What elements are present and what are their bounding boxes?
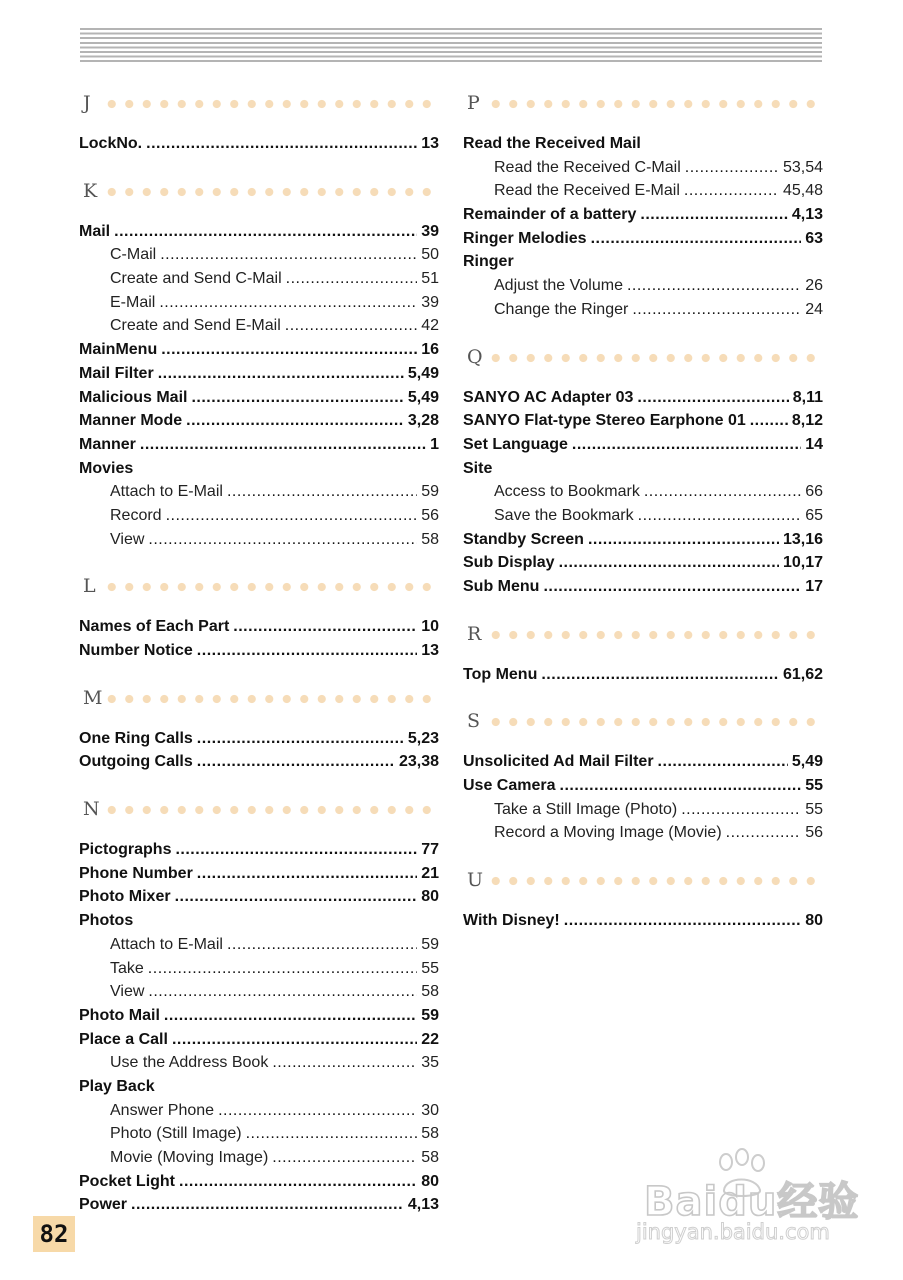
entry-page-ref: 59 bbox=[421, 483, 439, 501]
section-letter: K bbox=[83, 179, 98, 202]
section-letter: P bbox=[467, 92, 480, 114]
dot-leader bbox=[227, 933, 417, 957]
section-dot-divider bbox=[103, 99, 439, 109]
entry-page-ref: 5,49 bbox=[407, 388, 439, 406]
index-entry bbox=[79, 1170, 439, 1194]
entry-term: Movies bbox=[79, 459, 134, 477]
watermark bbox=[636, 1148, 866, 1258]
entry-term: Standby Screen bbox=[463, 530, 584, 548]
dot-leader bbox=[627, 274, 801, 298]
dot-leader bbox=[591, 227, 802, 251]
entry-term: Take bbox=[110, 959, 144, 977]
dot-leader bbox=[559, 551, 779, 575]
entry-page-ref: 5,49 bbox=[791, 753, 823, 771]
entry-term: Read the Received C-Mail bbox=[494, 158, 681, 176]
dot-leader bbox=[272, 1146, 417, 1170]
section-letter: S bbox=[467, 710, 481, 733]
index-entry bbox=[79, 909, 439, 933]
section-header bbox=[79, 573, 439, 599]
entry-page-ref: 63 bbox=[805, 229, 823, 247]
watermark-brand: Baidu经验 bbox=[644, 1179, 860, 1225]
entry-page-ref: 58 bbox=[421, 1149, 439, 1166]
entry-term: Adjust the Volume bbox=[494, 277, 623, 295]
index-subentry bbox=[463, 298, 823, 322]
dot-leader bbox=[172, 1028, 417, 1052]
dot-leader bbox=[541, 663, 779, 687]
index-subentry bbox=[463, 274, 823, 298]
index-subentry bbox=[79, 480, 439, 504]
entry-term: Manner bbox=[79, 435, 136, 453]
section-letter: M bbox=[83, 686, 103, 709]
dot-leader bbox=[588, 528, 779, 552]
index-section-s bbox=[463, 686, 823, 845]
index-entry bbox=[463, 551, 823, 575]
dot-leader bbox=[175, 885, 418, 909]
dot-leader bbox=[159, 291, 417, 315]
entry-page-ref: 30 bbox=[421, 1101, 439, 1119]
entry-page-ref: 56 bbox=[805, 824, 823, 842]
entry-term: LockNo. bbox=[79, 135, 143, 152]
entry-page-ref: 35 bbox=[421, 1054, 439, 1072]
section-header bbox=[463, 344, 823, 370]
entry-page-ref: 56 bbox=[421, 506, 439, 524]
dot-leader bbox=[197, 750, 395, 774]
section-header bbox=[463, 708, 823, 734]
entry-page-ref: 58 bbox=[421, 983, 439, 1001]
index-entry bbox=[79, 750, 439, 774]
section-dot-divider bbox=[487, 99, 823, 109]
dot-leader bbox=[218, 1099, 417, 1123]
entry-term: Record bbox=[110, 506, 162, 524]
index-entry bbox=[79, 727, 439, 751]
entry-term: SANYO Flat-type Stereo Earphone 01 bbox=[463, 412, 746, 430]
entry-term: Change the Ringer bbox=[494, 300, 629, 318]
entry-term: Take a Still Image (Photo) bbox=[494, 800, 678, 818]
index-entry bbox=[79, 457, 439, 481]
entry-term: Set Language bbox=[463, 435, 568, 453]
dot-leader bbox=[148, 957, 417, 981]
entry-term: Attach to E-Mail bbox=[110, 483, 223, 501]
dot-leader bbox=[246, 1122, 418, 1146]
index-entry bbox=[463, 132, 823, 156]
entry-term: MainMenu bbox=[79, 341, 158, 359]
entry-term: Sub Menu bbox=[463, 578, 540, 595]
index-entry bbox=[79, 615, 439, 639]
index-subentry bbox=[79, 291, 439, 315]
section-header bbox=[463, 867, 823, 893]
index-column-left bbox=[79, 84, 439, 1217]
entry-term: View bbox=[110, 530, 145, 548]
entry-term: Manner Mode bbox=[79, 412, 183, 430]
index-entry bbox=[79, 1193, 439, 1217]
entry-page-ref: 80 bbox=[421, 888, 439, 906]
entry-term: Outgoing Calls bbox=[79, 753, 193, 771]
entry-page-ref: 65 bbox=[805, 506, 823, 524]
entry-term: Ringer bbox=[463, 253, 514, 271]
dot-leader bbox=[685, 156, 779, 180]
entry-term: Photo Mixer bbox=[79, 888, 171, 906]
section-letter: J bbox=[83, 92, 91, 114]
index-entry bbox=[463, 774, 823, 798]
entry-term: Create and Send C-Mail bbox=[110, 270, 282, 288]
entry-page-ref: 4,13 bbox=[407, 1196, 439, 1214]
index-subentry bbox=[79, 1122, 439, 1146]
index-entry bbox=[79, 220, 439, 244]
index-entry bbox=[463, 575, 823, 599]
entry-page-ref: 5,23 bbox=[407, 729, 439, 747]
entry-term: Phone Number bbox=[79, 864, 193, 882]
entry-term: Save the Bookmark bbox=[494, 506, 634, 524]
index-subentry bbox=[79, 528, 439, 552]
index-entry bbox=[79, 409, 439, 433]
dot-leader bbox=[726, 821, 802, 845]
dot-leader bbox=[179, 1170, 417, 1194]
entry-page-ref: 50 bbox=[421, 246, 439, 264]
entry-page-ref: 58 bbox=[421, 530, 439, 548]
entry-term: Read the Received E-Mail bbox=[494, 182, 680, 200]
entry-term: Site bbox=[463, 459, 493, 477]
dot-leader bbox=[160, 243, 417, 267]
section-dot-divider bbox=[487, 876, 823, 886]
entry-page-ref: 1 bbox=[430, 435, 439, 453]
entry-term: Access to Bookmark bbox=[494, 483, 640, 501]
entry-term: Unsolicited Ad Mail Filter bbox=[463, 753, 654, 771]
index-section-n bbox=[79, 774, 439, 1217]
index-subentry bbox=[79, 314, 439, 338]
entry-page-ref: 42 bbox=[421, 317, 439, 335]
entry-page-ref: 45,48 bbox=[782, 182, 823, 200]
index-entry bbox=[79, 338, 439, 362]
dot-leader bbox=[638, 504, 802, 528]
entry-page-ref: 61,62 bbox=[782, 665, 823, 683]
index-entry bbox=[463, 457, 823, 481]
entry-page-ref: 80 bbox=[421, 1172, 439, 1190]
entry-page-ref: 8,11 bbox=[792, 388, 823, 406]
section-dot-divider bbox=[487, 717, 823, 727]
dot-leader bbox=[272, 1051, 417, 1075]
index-section-u bbox=[463, 845, 823, 933]
entry-term: Number Notice bbox=[79, 642, 193, 659]
entry-term: Names of Each Part bbox=[79, 618, 230, 636]
index-section-k bbox=[79, 156, 439, 552]
dot-leader bbox=[543, 575, 801, 599]
entry-page-ref: 80 bbox=[805, 912, 823, 930]
dot-leader bbox=[572, 433, 801, 457]
entry-term: SANYO AC Adapter 03 bbox=[463, 388, 634, 406]
index-entry bbox=[79, 132, 439, 156]
entry-term: Read the Received Mail bbox=[463, 135, 641, 152]
entry-page-ref: 59 bbox=[421, 935, 439, 953]
dot-leader bbox=[175, 838, 417, 862]
entry-term: Photo Mail bbox=[79, 1006, 160, 1024]
index-entry bbox=[463, 250, 823, 274]
dot-leader bbox=[164, 1004, 417, 1028]
dot-leader bbox=[227, 480, 417, 504]
entry-term: Play Back bbox=[79, 1077, 155, 1095]
dot-leader bbox=[285, 314, 417, 338]
entry-page-ref: 13 bbox=[421, 135, 439, 152]
index-subentry bbox=[79, 1146, 439, 1170]
index-section-j bbox=[79, 90, 439, 156]
dot-leader bbox=[560, 774, 802, 798]
index-subentry bbox=[79, 933, 439, 957]
entry-page-ref: 24 bbox=[805, 300, 823, 318]
index-section-l bbox=[79, 551, 439, 662]
entry-term: Power bbox=[79, 1196, 128, 1214]
entry-page-ref: 39 bbox=[421, 293, 439, 311]
entry-page-ref: 21 bbox=[421, 864, 439, 882]
entry-term: Movie (Moving Image) bbox=[110, 1149, 269, 1166]
dot-leader bbox=[114, 220, 417, 244]
dot-leader bbox=[197, 639, 417, 663]
header-stripe-bar bbox=[80, 28, 822, 65]
entry-term: Top Menu bbox=[463, 665, 538, 683]
index-entry bbox=[463, 750, 823, 774]
entry-term: Photo (Still Image) bbox=[110, 1125, 242, 1143]
index-section-p bbox=[463, 90, 823, 322]
section-letter: R bbox=[467, 622, 482, 645]
entry-term: Create and Send E-Mail bbox=[110, 317, 281, 335]
dot-leader bbox=[644, 480, 801, 504]
dot-leader bbox=[140, 433, 426, 457]
index-subentry bbox=[463, 179, 823, 203]
entry-page-ref: 10 bbox=[421, 618, 439, 636]
index-subentry bbox=[79, 1099, 439, 1123]
entry-page-ref: 22 bbox=[421, 1030, 439, 1048]
entry-page-ref: 13 bbox=[421, 642, 439, 659]
index-column-right bbox=[463, 84, 823, 933]
entry-page-ref: 13,16 bbox=[782, 530, 823, 548]
index-entry bbox=[79, 862, 439, 886]
entry-term: Answer Phone bbox=[110, 1101, 215, 1119]
index-subentry bbox=[79, 1051, 439, 1075]
dot-leader bbox=[681, 798, 801, 822]
entry-term: Photos bbox=[79, 912, 134, 930]
section-header bbox=[79, 685, 439, 711]
index-subentry bbox=[463, 156, 823, 180]
dot-leader bbox=[161, 338, 417, 362]
entry-term: Malicious Mail bbox=[79, 388, 188, 406]
dot-leader bbox=[197, 862, 417, 886]
entry-term: Place a Call bbox=[79, 1030, 168, 1048]
entry-page-ref: 55 bbox=[805, 777, 823, 795]
index-subentry bbox=[79, 267, 439, 291]
dot-leader bbox=[158, 362, 404, 386]
index-entry bbox=[463, 528, 823, 552]
index-entry bbox=[79, 1075, 439, 1099]
dot-leader bbox=[131, 1193, 404, 1217]
entry-page-ref: 5,49 bbox=[407, 364, 439, 382]
index-subentry bbox=[463, 821, 823, 845]
entry-page-ref: 53,54 bbox=[782, 158, 823, 176]
entry-page-ref: 23,38 bbox=[398, 753, 439, 771]
entry-page-ref: 39 bbox=[421, 222, 439, 240]
section-dot-divider bbox=[487, 353, 823, 363]
dot-leader bbox=[197, 727, 404, 751]
section-header bbox=[463, 90, 823, 116]
section-header bbox=[79, 796, 439, 822]
entry-term: One Ring Calls bbox=[79, 729, 193, 747]
section-header bbox=[463, 621, 823, 647]
entry-page-ref: 55 bbox=[805, 800, 823, 818]
entry-page-ref: 4,13 bbox=[791, 206, 823, 224]
index-entry bbox=[463, 386, 823, 410]
entry-page-ref: 10,17 bbox=[782, 554, 823, 572]
entry-term: Record a Moving Image (Movie) bbox=[494, 824, 722, 842]
entry-term: E-Mail bbox=[110, 293, 156, 311]
entry-page-ref: 77 bbox=[421, 841, 439, 859]
dot-leader bbox=[148, 980, 417, 1004]
section-header bbox=[79, 178, 439, 204]
entry-term: Use Camera bbox=[463, 777, 556, 795]
index-entry bbox=[79, 639, 439, 663]
section-letter: N bbox=[83, 798, 100, 821]
dot-leader bbox=[564, 909, 801, 933]
entry-page-ref: 59 bbox=[421, 1006, 439, 1024]
index-section-m bbox=[79, 663, 439, 774]
entry-term: Pocket Light bbox=[79, 1172, 176, 1190]
entry-page-ref: 14 bbox=[805, 435, 823, 453]
entry-page-ref: 8,12 bbox=[791, 412, 823, 430]
entry-term: Mail Filter bbox=[79, 364, 154, 382]
dot-leader bbox=[186, 409, 404, 433]
dot-leader bbox=[640, 203, 787, 227]
index-entry bbox=[463, 909, 823, 933]
section-dot-divider bbox=[487, 630, 823, 640]
dot-leader bbox=[632, 298, 801, 322]
index-entry bbox=[79, 433, 439, 457]
index-entry bbox=[79, 1028, 439, 1052]
section-dot-divider bbox=[103, 187, 439, 197]
entry-page-ref: 16 bbox=[421, 341, 439, 359]
index-entry bbox=[79, 885, 439, 909]
index-entry bbox=[463, 409, 823, 433]
section-letter: L bbox=[83, 575, 96, 598]
index-entry bbox=[79, 362, 439, 386]
index-entry bbox=[463, 227, 823, 251]
index-subentry bbox=[463, 504, 823, 528]
entry-term: Sub Display bbox=[463, 554, 555, 572]
page-number: 82 bbox=[33, 1216, 75, 1252]
index-subentry bbox=[79, 980, 439, 1004]
index-subentry bbox=[463, 798, 823, 822]
index-subentry bbox=[463, 480, 823, 504]
section-dot-divider bbox=[103, 805, 439, 815]
dot-leader bbox=[684, 179, 779, 203]
section-letter: Q bbox=[467, 345, 483, 368]
index-entry bbox=[463, 663, 823, 687]
entry-term: With Disney! bbox=[463, 912, 560, 930]
dot-leader bbox=[191, 386, 403, 410]
index-entry bbox=[463, 203, 823, 227]
entry-page-ref: 3,28 bbox=[407, 412, 439, 430]
entry-page-ref: 17 bbox=[805, 578, 823, 595]
entry-term: Use the Address Book bbox=[110, 1054, 269, 1072]
entry-term: C-Mail bbox=[110, 246, 157, 264]
dot-leader bbox=[166, 504, 418, 528]
dot-leader bbox=[750, 409, 788, 433]
index-section-r bbox=[463, 599, 823, 687]
entry-term: View bbox=[110, 983, 145, 1001]
index-subentry bbox=[79, 957, 439, 981]
dot-leader bbox=[148, 528, 417, 552]
section-letter: U bbox=[467, 869, 484, 892]
entry-page-ref: 66 bbox=[805, 483, 823, 501]
index-entry bbox=[79, 386, 439, 410]
entry-term: Pictographs bbox=[79, 841, 172, 859]
index-entry bbox=[79, 838, 439, 862]
index-section-q bbox=[463, 322, 823, 599]
entry-page-ref: 55 bbox=[421, 959, 439, 977]
index-subentry bbox=[79, 243, 439, 267]
entry-page-ref: 58 bbox=[421, 1125, 439, 1143]
entry-term: Mail bbox=[79, 222, 111, 240]
dot-leader bbox=[233, 615, 417, 639]
index-entry bbox=[79, 1004, 439, 1028]
section-dot-divider bbox=[103, 694, 439, 704]
dot-leader bbox=[637, 386, 788, 410]
entry-page-ref: 26 bbox=[805, 277, 823, 295]
watermark-url: jingyan.baidu.com bbox=[636, 1220, 830, 1244]
dot-leader bbox=[658, 750, 788, 774]
entry-page-ref: 51 bbox=[421, 270, 439, 288]
entry-term: Attach to E-Mail bbox=[110, 935, 223, 953]
index-subentry bbox=[79, 504, 439, 528]
entry-term: Remainder of a battery bbox=[463, 206, 637, 224]
section-header bbox=[79, 90, 439, 116]
index-entry bbox=[463, 433, 823, 457]
dot-leader bbox=[286, 267, 418, 291]
dot-leader bbox=[146, 132, 417, 156]
entry-term: Ringer Melodies bbox=[463, 229, 587, 247]
section-dot-divider bbox=[103, 582, 439, 592]
